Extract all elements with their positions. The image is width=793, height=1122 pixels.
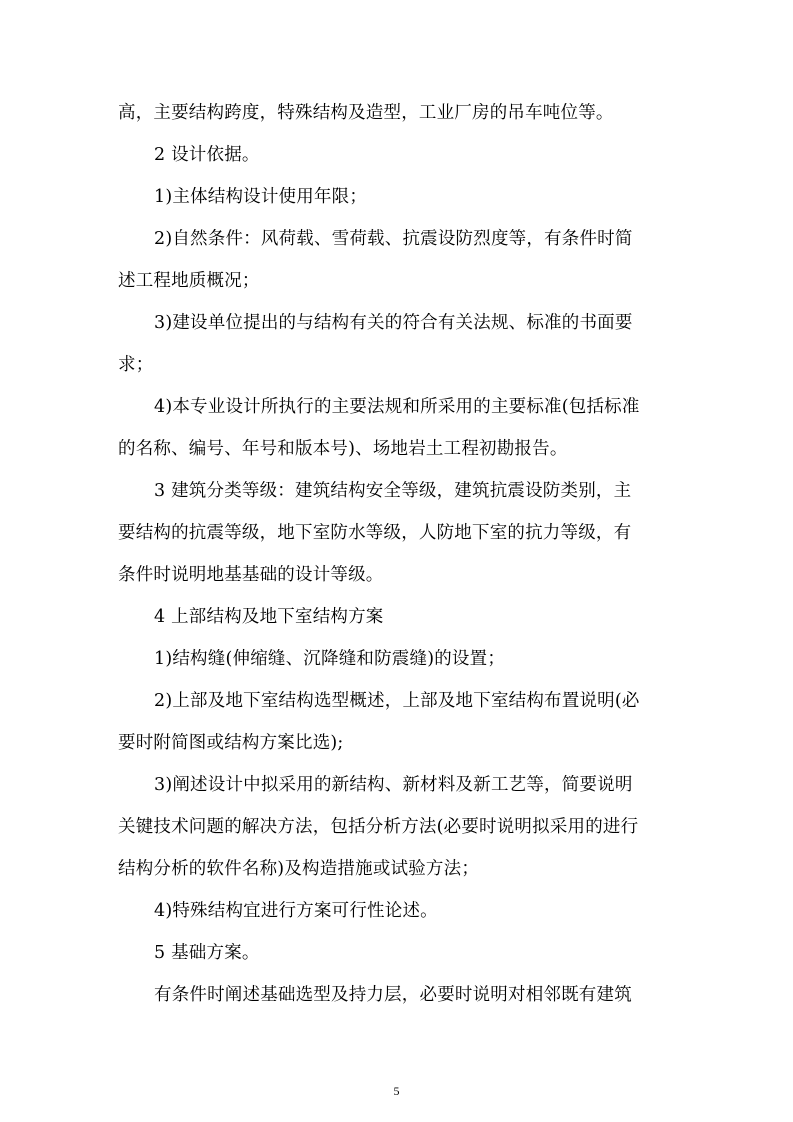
text-line: 有条件时阐述基础选型及持力层，必要时说明对相邻既有建筑 bbox=[154, 985, 632, 1005]
list-item: 2)上部及地下室结构选型概述，上部及地下室结构布置说明(必 bbox=[154, 691, 640, 711]
text-line: 求； bbox=[118, 355, 154, 375]
section-heading-classification: 3 建筑分类等级：建筑结构安全等级，建筑抗震设防类别，主 bbox=[154, 481, 632, 501]
text-line: 的名称、编号、年号和版本号)、场地岩土工程初勘报告。 bbox=[118, 439, 568, 459]
text-line: 结构分析的软件名称)及构造措施或试验方法； bbox=[118, 859, 480, 879]
text-line: 关键技术问题的解决方法，包括分析方法(必要时说明拟采用的进行 bbox=[118, 817, 639, 837]
list-item: 1)结构缝(伸缩缝、沉降缝和防震缝)的设置； bbox=[154, 649, 506, 669]
page-number: 5 bbox=[393, 1084, 400, 1098]
list-item: 4)本专业设计所执行的主要法规和所采用的主要标准(包括标准 bbox=[154, 397, 640, 417]
list-item: 4)特殊结构宜进行方案可行性论述。 bbox=[154, 901, 438, 921]
text-line: 要结构的抗震等级，地下室防水等级，人防地下室的抗力等级，有 bbox=[118, 523, 632, 543]
text-line: 述工程地质概况； bbox=[118, 271, 260, 291]
section-heading-design-basis: 2 设计依据。 bbox=[154, 145, 260, 165]
text-line: 条件时说明地基基础的设计等级。 bbox=[118, 565, 384, 585]
list-item: 3)阐述设计中拟采用的新结构、新材料及新工艺等，简要说明 bbox=[154, 775, 633, 795]
list-item: 1)主体结构设计使用年限； bbox=[154, 187, 368, 207]
text-line: 要时附简图或结构方案比选); bbox=[118, 733, 344, 753]
text-line: 高，主要结构跨度，特殊结构及造型，工业厂房的吊车吨位等。 bbox=[118, 103, 614, 123]
section-heading-foundation: 5 基础方案。 bbox=[154, 943, 260, 963]
list-item: 3)建设单位提出的与结构有关的符合有关法规、标准的书面要 bbox=[154, 313, 633, 333]
list-item: 2)自然条件：风荷载、雪荷载、抗震设防烈度等，有条件时简 bbox=[154, 229, 633, 249]
section-heading-structure-scheme: 4 上部结构及地下室结构方案 bbox=[154, 607, 384, 627]
body-text bbox=[118, 92, 678, 1016]
